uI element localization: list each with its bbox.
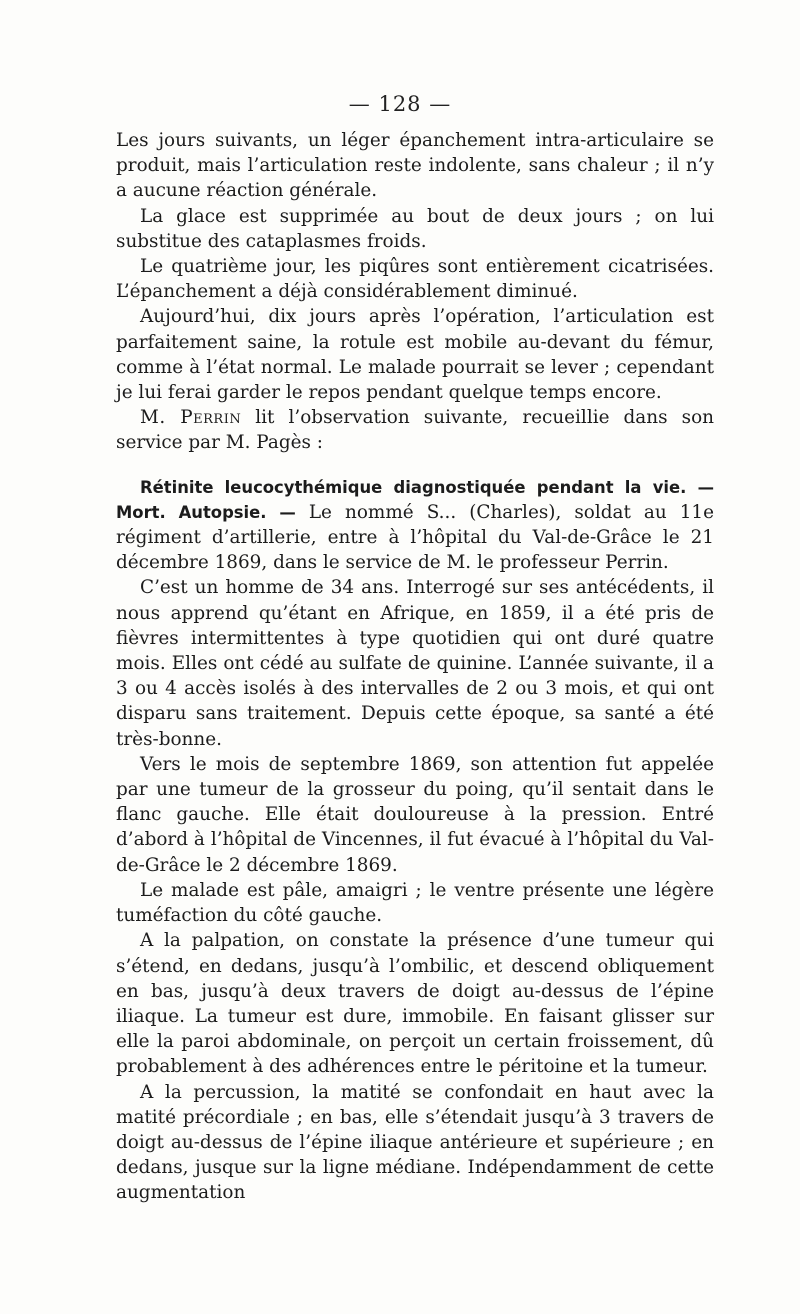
page-body bbox=[116, 128, 714, 1206]
case-paragraph bbox=[116, 475, 714, 576]
section-gap bbox=[116, 456, 714, 475]
case-heading: Rétinite leucocythémique diagnostiquée pendant la vie. — Mort. Autopsie. — bbox=[116, 477, 714, 522]
paragraph-11: A la percussion, la matité se confondait en haut avec la matité précordiale ; en bas, elle s’étendait jusqu’à 3 travers de doigt au-dessus de l’épine iliaque antérieure et supérieure ; en dedans, jusque sur la ligne médiane. Indépendamment de cette augmentation bbox=[116, 1081, 714, 1204]
paragraph-5-text: lit l’observation suivante, recueillie dans son service par M. Pagès : bbox=[116, 407, 714, 454]
paragraph-7: C’est un homme de 34 ans. Interrogé sur ses antécédents, il nous apprend qu’étant en Afrique, en 1859, il a été pris de fièvres intermittentes à type quotidien qui ont duré quatre mois. Elles ont cédé au sulfate de quinine. L’année suivante, il a 3 ou 4 accès isolés à des intervalles de 2 ou 3 mois, et qui ont disparu sans traitement. Depuis cette époque, sa santé a été très-bonne. bbox=[116, 577, 714, 750]
paragraph-3: Le quatrième jour, les piqûres sont entièrement cicatrisées. L’épanchement a déjà considérablement diminué. bbox=[116, 256, 714, 303]
page-number: — 128 — bbox=[348, 92, 452, 116]
paragraph-2: La glace est supprimée au bout de deux jours ; on lui substitue des cataplasmes froids. bbox=[116, 205, 714, 252]
case-intro-text: Le nommé S... (Charles), soldat au 11e régiment d’artillerie, entre à l’hôpital du Val-de-Grâce le 21 décembre 1869, dans le service de M. le professeur Perrin. bbox=[116, 501, 715, 574]
paragraph-10: A la palpation, on constate la présence d’une tumeur qui s’étend, en dedans, jusqu’à l’ombilic, et descend obliquement en bas, jusqu’à deux travers de doigt au-dessus de l’épine iliaque. La tumeur est dure, immobile. En faisant glisser sur elle la paroi abdominale, on perçoit un certain froissement, dû probablement à des adhérences entre le péritoine et la tumeur. bbox=[116, 930, 714, 1078]
paragraph-4: Aujourd’hui, dix jours après l’opération, l’articulation est parfaitement saine, la rotule est mobile au-devant du fémur, comme à l’état normal. Le malade pourrait se lever ; cependant je lui ferai garder le repos pendant quelque temps encore. bbox=[116, 306, 714, 404]
paragraph-5 bbox=[116, 405, 714, 455]
paragraph-9: Le malade est pâle, amaigri ; le ventre présente une légère tuméfaction du côté gauche. bbox=[116, 879, 714, 927]
speaker-name: M. Perrin bbox=[140, 407, 242, 429]
paragraph-8: Vers le mois de septembre 1869, son attention fut appelée par une tumeur de la grosseur du poing, qu’il sentait dans le flanc gauche. Elle était douloureuse à la pression. Entré d’abord à l’hôpital de Vincennes, il fut évacué à l’hôpital du Val-de-Grâce le 2 décembre 1869. bbox=[116, 753, 714, 876]
paragraph-1: Les jours suivants, un léger épanchement intra-articulaire se produit, mais l’articulation reste indolente, sans chaleur ; il n’y a aucune réaction générale. bbox=[116, 130, 714, 202]
